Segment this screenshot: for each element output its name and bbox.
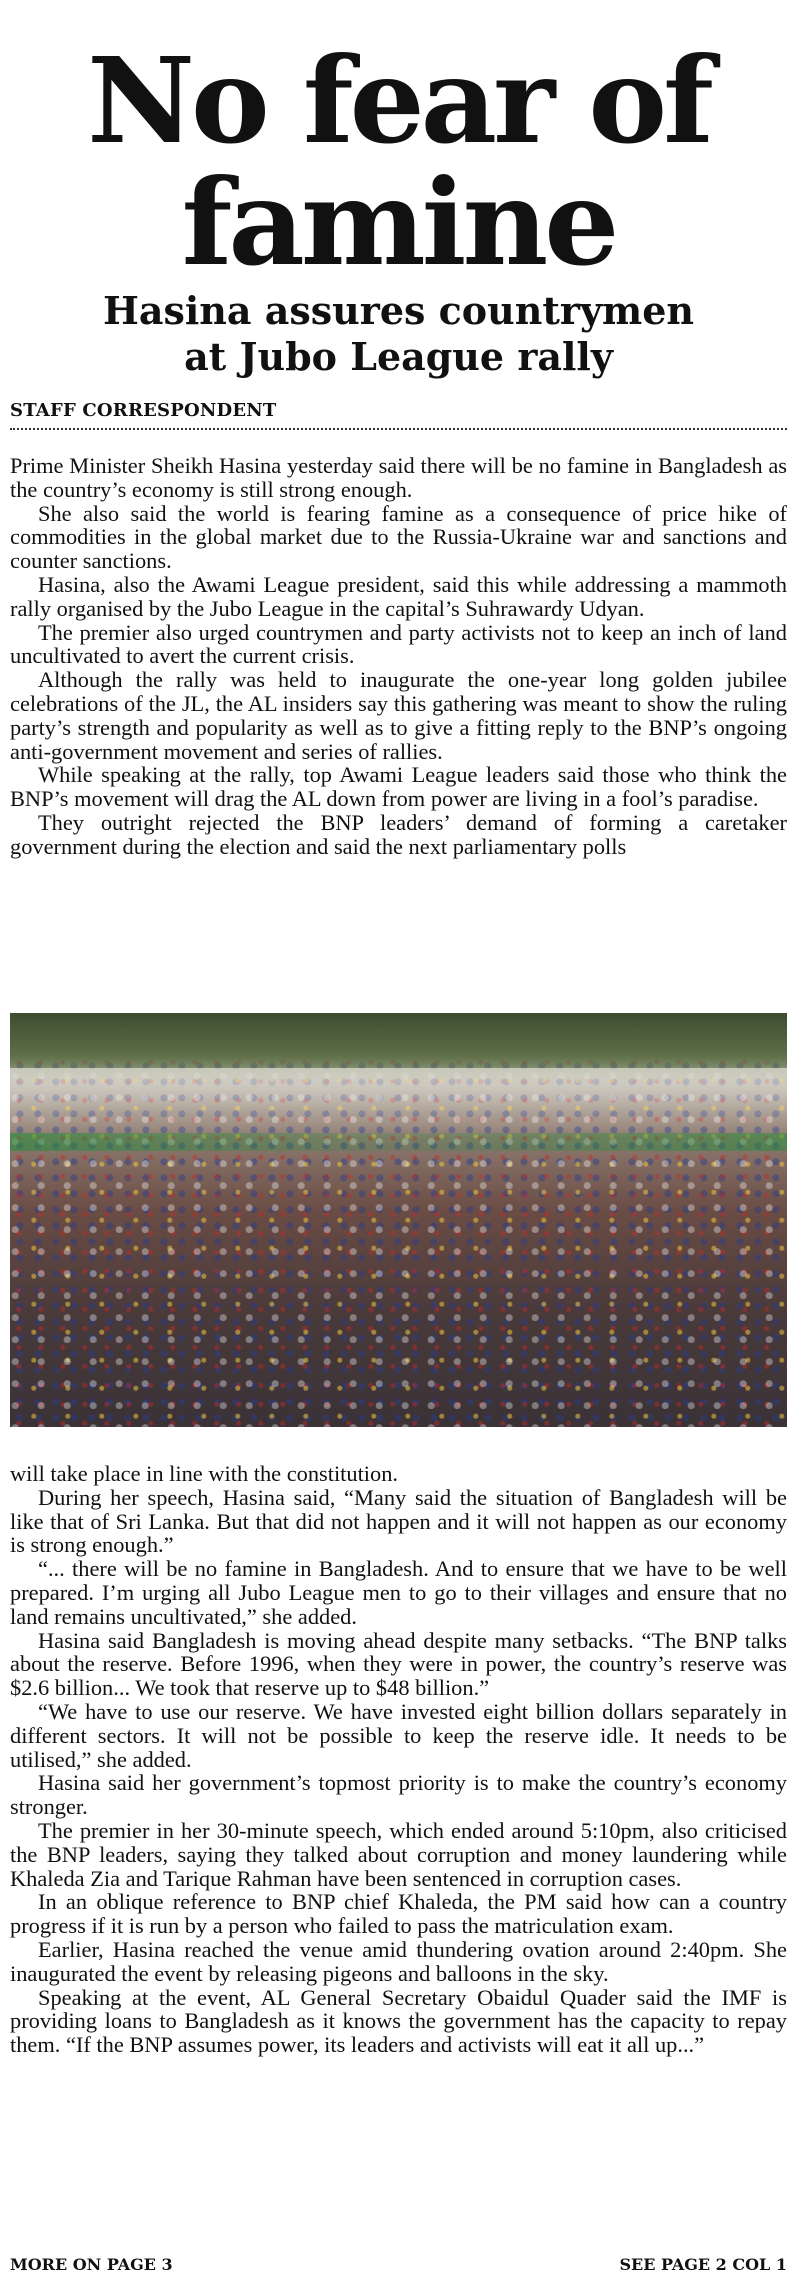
paragraph: “We have to use our reserve. We have invested eight billion dollars separately in different sectors. It will not be possible to keep the reserve idle. It needs to be utilised,” she added. bbox=[10, 1698, 787, 1772]
paragraph: “... there will be no famine in Bangladesh. And to ensure that we have to be well prepared. I’m urging all Jubo League men to go to their villages and ensure that no land remains uncultivated,” she added. bbox=[10, 1556, 787, 1629]
paragraph: The premier also urged countrymen and party activists not to keep an inch of land uncultivated to avert the current crisis. bbox=[10, 619, 787, 669]
headline bbox=[0, 31, 797, 292]
paragraph: Prime Minister Sheikh Hasina yesterday said there will be no famine in Bangladesh as the country’s economy is still strong enough. bbox=[10, 453, 787, 502]
photo-haze bbox=[10, 1068, 787, 1138]
paragraph: She also said the world is fearing famine as a consequence of price hike of commodities in the global market due to the Russia-Ukraine war and sanctions and counter sanctions. bbox=[10, 500, 787, 574]
subheadline bbox=[0, 288, 797, 380]
headline-line-1: No fear of bbox=[87, 31, 710, 170]
paragraph: Hasina, also the Awami League president, said this while addressing a mammoth rally organised by the Jubo League in the capital’s Suhrawardy Udyan. bbox=[10, 571, 787, 621]
paragraph: While speaking at the rally, top Awami League leaders said those who think the BNP’s movement will drag the AL down from power are living in a fool’s paradise. bbox=[10, 762, 787, 812]
paragraph: will take place in line with the constitution. bbox=[10, 1461, 399, 1486]
subheadline-line-1: Hasina assures countrymen bbox=[102, 288, 695, 333]
see-page-link[interactable]: SEE PAGE 2 COL 1 bbox=[619, 2255, 787, 2274]
more-on-page-link[interactable]: MORE ON PAGE 3 bbox=[10, 2255, 173, 2274]
article-body-part-2 bbox=[10, 1462, 787, 2057]
rally-crowd-photo bbox=[10, 1013, 787, 1427]
paragraph: Speaking at the event, AL General Secretary Obaidul Quader said the IMF is providing loans to Bangladesh as it knows the government has the capacity to repay them. “If the BNP assumes power, its leaders and activists will eat it all up...” bbox=[10, 1984, 787, 2058]
paragraph: In an oblique reference to BNP chief Khaleda, the PM said how can a country progress if it is run by a person who failed to pass the matriculation exam. bbox=[10, 1889, 787, 1939]
byline: STAFF CORRESPONDENT bbox=[10, 400, 277, 421]
paragraph: Hasina said her government’s topmost priority is to make the country’s economy stronger. bbox=[10, 1770, 787, 1820]
paragraph: The premier in her 30-minute speech, which ended around 5:10pm, also criticised the BNP leaders, saying they talked about corruption and money laundering while Khaleda Zia and Tarique Rahman have been sentenced in corruption cases. bbox=[10, 1817, 787, 1891]
photo-crowd-band bbox=[10, 1133, 787, 1151]
paragraph: They outright rejected the BNP leaders’ demand of forming a caretaker government during the election and said the next parliamentary polls bbox=[10, 809, 787, 859]
article-body-part-1 bbox=[10, 454, 787, 859]
byline-divider bbox=[10, 428, 787, 430]
paragraph: Although the rally was held to inaugurate the one-year long golden jubilee celebrations of the JL, the AL insiders say this gathering was meant to show the ruling party’s strength and popularity as well as to give a fitting reply to the BNP’s ongoing anti-government movement and series of rallies. bbox=[10, 667, 787, 764]
subheadline-line-2: at Jubo League rally bbox=[184, 334, 613, 379]
headline-line-2: famine bbox=[181, 153, 616, 292]
paragraph: During her speech, Hasina said, “Many said the situation of Bangladesh will be like that of Sri Lanka. But that did not happen and it will not happen as our economy is strong enough.” bbox=[10, 1484, 787, 1558]
paragraph: Earlier, Hasina reached the venue amid thundering ovation around 2:40pm. She inaugurated the event by releasing pigeons and balloons in the sky. bbox=[10, 1936, 787, 1986]
paragraph: Hasina said Bangladesh is moving ahead despite many setbacks. “The BNP talks about the reserve. Before 1996, when they were in power, the country’s reserve was $2.6 billion... We took that reserve up to $48 billion.” bbox=[10, 1627, 787, 1701]
